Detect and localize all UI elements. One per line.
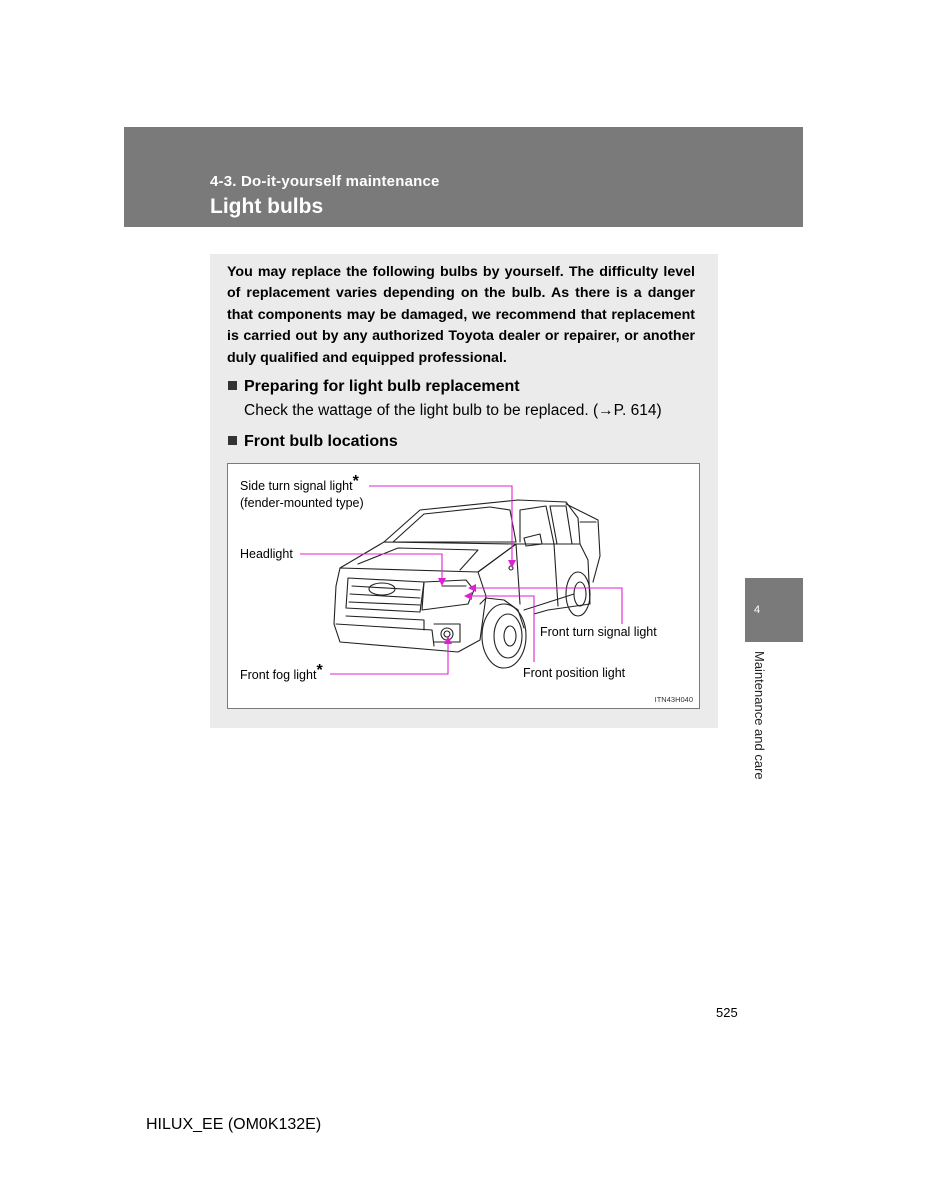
chapter-name: Maintenance and care bbox=[752, 651, 767, 780]
arrowhead bbox=[438, 578, 446, 586]
leader-front-turn bbox=[472, 588, 622, 624]
truck-drawing bbox=[334, 500, 600, 668]
label-headlight: Headlight bbox=[240, 547, 293, 561]
figure-id: ITN43H040 bbox=[654, 695, 693, 704]
header-band bbox=[124, 127, 803, 227]
locations-heading-text: Front bulb locations bbox=[244, 433, 398, 450]
square-bullet-icon bbox=[228, 436, 237, 445]
label-fog: Front fog light* bbox=[240, 662, 323, 682]
page-number: 525 bbox=[716, 1005, 738, 1020]
square-bullet-icon bbox=[228, 381, 237, 390]
document-code: HILUX_EE (OM0K132E) bbox=[146, 1116, 322, 1133]
section-label: 4-3. Do-it-yourself maintenance bbox=[210, 173, 440, 190]
arrowhead bbox=[464, 592, 472, 600]
leader-side-turn bbox=[369, 486, 512, 564]
locations-heading bbox=[228, 433, 398, 451]
label-side-turn-note: (fender-mounted type) bbox=[240, 496, 364, 510]
content-box bbox=[210, 254, 718, 728]
leader-fog bbox=[330, 640, 448, 674]
page-title: Light bulbs bbox=[210, 195, 324, 218]
asterisk-mark: * bbox=[352, 473, 359, 490]
label-side-turn: Side turn signal light* bbox=[240, 473, 359, 493]
intro-paragraph: You may replace the following bulbs by yourself. The difficulty level of replacement varies depending on the bulb. As there is a danger that components may be damaged, we recommend that replacement is carried out by any authorized Toyota dealer or repairer, or another duly qualified and equipped professional. bbox=[227, 264, 695, 366]
label-position: Front position light bbox=[523, 666, 626, 680]
bulb-location-figure bbox=[227, 463, 700, 709]
arrowhead bbox=[468, 584, 476, 592]
preparing-text: Check the wattage of the light bulb to be replaced. (→P. 614) bbox=[244, 402, 662, 419]
leader-headlight bbox=[300, 554, 442, 582]
chapter-tab bbox=[745, 578, 803, 642]
asterisk-mark: * bbox=[316, 662, 323, 679]
leader-position bbox=[468, 596, 534, 662]
label-front-turn: Front turn signal light bbox=[540, 625, 657, 639]
preparing-heading bbox=[228, 378, 520, 396]
chapter-number: 4 bbox=[754, 604, 761, 616]
preparing-heading-text: Preparing for light bulb replacement bbox=[244, 378, 520, 395]
